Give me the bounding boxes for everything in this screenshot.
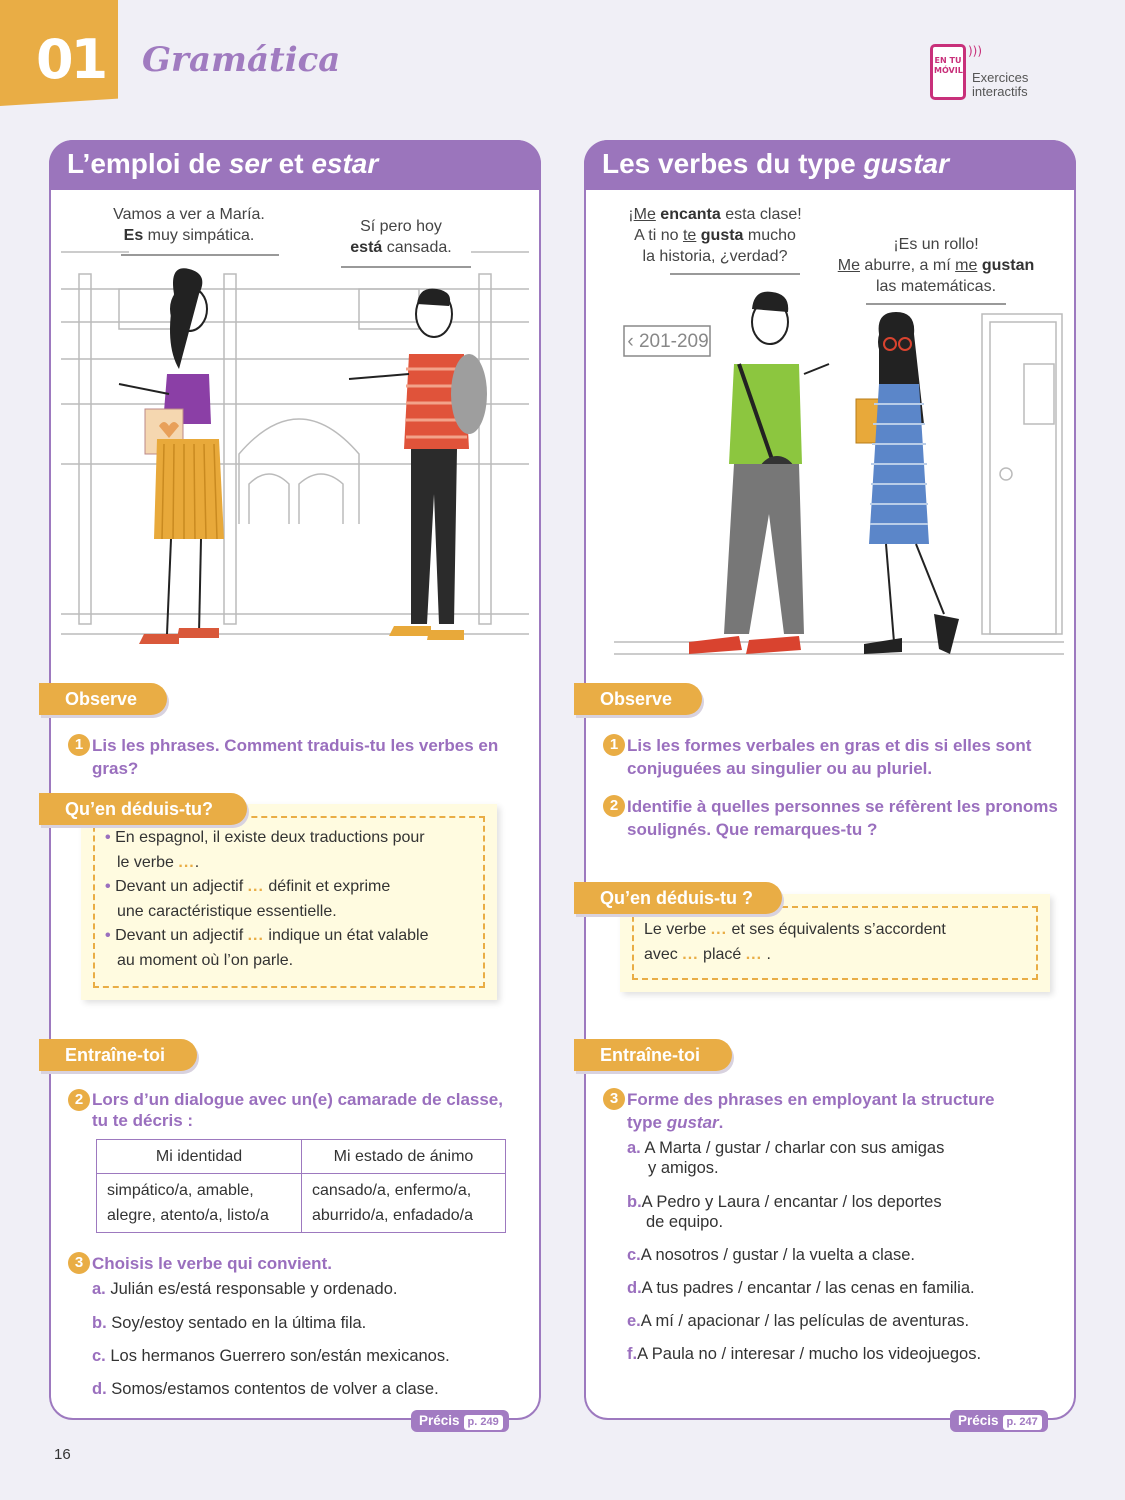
table-header: Mi identidad [97, 1140, 302, 1174]
question-text: tu te décris : [92, 1111, 194, 1130]
section-title: Gramática [142, 40, 341, 80]
exercise-item: e.A mí / apacionar / las películas de aventuras. [627, 1312, 970, 1330]
room-sign: ‹ 201-209 [627, 331, 709, 352]
exercise-item: b. Soy/estoy sentado en la última fila. [92, 1314, 367, 1332]
question-text: type gustar. [627, 1113, 724, 1132]
exercise-item: d. Somos/estamos contentos de volver a clase. [92, 1380, 439, 1398]
question-number: 3 [68, 1252, 90, 1274]
question-2 [68, 1089, 538, 1131]
exercise-item: f.A Paula no / interesar / mucho los videojuegos. [627, 1345, 982, 1363]
deduction-box: • En espagnol, il existe deux traductions pour le verbe .... • Devant un adjectif ... définit et exprime une caractéristique essentielle. • Devant un adjectif ... indique un état valable au moment où l’on parle. [93, 816, 485, 988]
blank-dots: ... [682, 945, 699, 963]
deduis-tag: Qu’en déduis-tu? [39, 793, 247, 825]
panel-title: L’emploi de ser et estar [67, 148, 379, 179]
question-1 [68, 734, 538, 780]
question-number: 2 [68, 1089, 90, 1111]
bubble-line: Sí pero hoy [360, 218, 442, 235]
exercise-item: c.A nosotros / gustar / la vuelta a clase. [627, 1246, 915, 1264]
speech-bubble-2 [341, 216, 461, 258]
deduction-note [81, 804, 497, 1000]
mobile-badge-label: Exercices interactifs [972, 70, 1029, 99]
blank-dots: ... [247, 927, 264, 944]
blank-dots: ... [247, 878, 264, 895]
bubble-line: Es muy simpática. [123, 227, 255, 244]
bubble-line: Me aburre, a mí me gustan [837, 257, 1035, 274]
table-cell: simpático/a, amable, alegre, atento/a, listo/a [97, 1174, 302, 1233]
question-text: Identifie à quelles personnes se réfèrent les pronoms [627, 797, 1058, 816]
precis-link[interactable]: Précis p. 249 [411, 1410, 509, 1432]
panel-header [584, 140, 1076, 190]
question-1 [603, 734, 1073, 780]
question-number: 1 [603, 734, 625, 756]
precis-page: p. 247 [1003, 1415, 1042, 1430]
question-text: Lis les phrases. Comment traduis-tu les verbes en gras? [92, 736, 499, 778]
speech-bubble-1 [99, 204, 279, 246]
page-number: 16 [54, 1446, 71, 1463]
bubble-line: las matemáticas. [875, 278, 997, 295]
entraine-tag: Entraîne-toi [574, 1039, 732, 1071]
table-cell: cansado/a, enfermo/a, aburrido/a, enfadado/a [302, 1174, 506, 1233]
exercise-item: b.A Pedro y Laura / encantar / los deportes de equipo. [627, 1193, 942, 1231]
question-number: 1 [68, 734, 90, 756]
girl-figure [119, 268, 224, 644]
panel-title: Les verbes du type gustar [602, 148, 950, 179]
question-text: Lis les formes verbales en gras et dis si elles sont [627, 736, 1032, 755]
deduction-box: Le verbe ... et ses équivalents s’accordent avec ... placé ... . [632, 906, 1038, 980]
blank-dots: ... [178, 853, 195, 871]
question-number: 3 [603, 1088, 625, 1110]
bubble-line: la historia, ¿verdad? [642, 248, 788, 265]
speech-bubble-1 [620, 204, 810, 267]
question-text: Lors d’un dialogue avec un(e) camarade de classe, [92, 1090, 503, 1109]
signal-icon: ))) [968, 44, 983, 58]
phone-icon [930, 44, 966, 100]
bubble-line: está cansada. [350, 239, 452, 256]
observe-tag: Observe [574, 683, 702, 715]
mobile-exercises-link[interactable] [930, 44, 1030, 104]
question-text: Choisis le verbe qui convient. [92, 1254, 332, 1273]
blank-dots: ... [710, 921, 728, 938]
description-table [96, 1139, 506, 1233]
panel-ser-estar [49, 140, 541, 1428]
question-3 [68, 1252, 538, 1275]
entraine-tag: Entraîne-toi [39, 1039, 197, 1071]
bubble-line: ¡Es un rollo! [893, 236, 979, 253]
blank-dots: ... [745, 945, 763, 963]
bubble-line: Vamos a ver a María. [113, 206, 265, 223]
precis-page: p. 249 [464, 1415, 503, 1430]
table-header: Mi estado de ánimo [302, 1140, 506, 1174]
precis-link[interactable]: Précis p. 247 [950, 1410, 1048, 1432]
girl-figure [856, 312, 959, 654]
question-text: conjuguées au singulier ou au pluriel. [627, 759, 933, 778]
question-text: soulignés. Que remarques-tu ? [627, 820, 878, 839]
question-text: Forme des phrases en employant la structure [627, 1090, 995, 1109]
exercise-item: c. Los hermanos Guerrero son/están mexicanos. [92, 1347, 450, 1365]
observe-tag: Observe [39, 683, 167, 715]
speech-bubble-2 [826, 234, 1046, 297]
bubble-line: A ti no te gusta mucho [634, 227, 796, 244]
panel-header [49, 140, 541, 190]
question-2 [603, 795, 1073, 841]
exercise-item: a. A Marta / gustar / charlar con sus amigas y amigos. [627, 1139, 945, 1177]
question-number: 2 [603, 795, 625, 817]
exercise-item: d.A tus padres / encantar / las cenas en familia. [627, 1279, 975, 1297]
bubble-line: ¡Me encanta esta clase! [628, 206, 802, 223]
question-3 [603, 1088, 1073, 1134]
phone-label: EN TU MÓVIL [934, 56, 963, 75]
unit-number: 01 [36, 28, 106, 91]
deduis-tag: Qu’en déduis-tu ? [574, 882, 782, 914]
panel-gustar [584, 140, 1076, 1428]
exercise-item: a. Julián es/está responsable y ordenado. [92, 1280, 398, 1298]
